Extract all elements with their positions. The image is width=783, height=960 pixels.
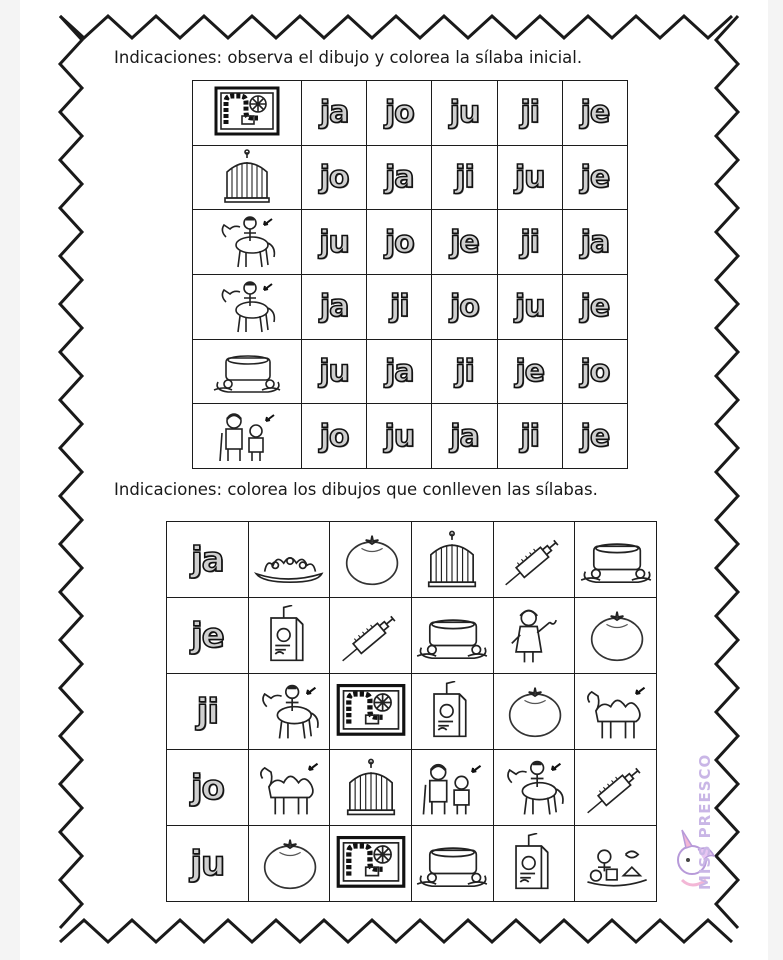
syllable-cell[interactable]	[367, 404, 432, 469]
grandfather-child-icon[interactable]	[193, 404, 302, 469]
syllable-cell[interactable]	[432, 339, 497, 404]
gardener-icon[interactable]	[493, 598, 575, 674]
syllable-text: ji	[389, 289, 409, 325]
syllable-cell[interactable]	[432, 81, 497, 146]
exercise1-row	[193, 81, 628, 146]
syllable-text: ji	[520, 224, 539, 260]
exercise1-row	[193, 274, 628, 339]
exercise2-row	[167, 674, 657, 750]
jockey-horse-icon[interactable]	[493, 750, 575, 826]
jockey-horse-icon[interactable]	[193, 210, 302, 275]
camel-icon[interactable]	[575, 674, 657, 750]
syllable-text: je	[580, 289, 610, 325]
exercise2-row	[167, 522, 657, 598]
syllable-cell[interactable]	[562, 274, 627, 339]
syllable-text: ji	[455, 353, 474, 389]
exercise2-table	[166, 521, 657, 902]
syringe-icon[interactable]	[493, 522, 575, 598]
instructions-second: Indicaciones: colorea los dibujos que conlleven las sílabas.	[114, 480, 598, 499]
syringe-icon[interactable]	[575, 750, 657, 826]
syllable-text: ju	[190, 843, 225, 884]
juice-box-icon[interactable]	[248, 598, 330, 674]
tomato-icon[interactable]	[575, 598, 657, 674]
tomato-icon[interactable]	[330, 522, 412, 598]
syllable-text: ja	[385, 353, 414, 389]
grandfather-child-icon[interactable]	[411, 750, 493, 826]
syllable-text: jo	[190, 767, 224, 808]
birdcage-icon[interactable]	[193, 145, 302, 210]
syllable-cell[interactable]	[497, 274, 562, 339]
syllable-text: ji	[520, 95, 539, 131]
syllable-cell[interactable]	[497, 339, 562, 404]
syllable-text: ji	[520, 418, 539, 454]
syllable-header-cell	[167, 750, 249, 826]
board-game-icon[interactable]	[193, 81, 302, 146]
syllable-cell[interactable]	[302, 274, 367, 339]
syllable-cell[interactable]	[432, 210, 497, 275]
syllable-text: ja	[319, 289, 349, 325]
syllable-cell[interactable]	[302, 404, 367, 469]
syllable-cell[interactable]	[367, 81, 432, 146]
syllable-cell[interactable]	[367, 339, 432, 404]
syllable-cell[interactable]	[302, 210, 367, 275]
exercise1-row	[193, 404, 628, 469]
syllable-text: jo	[384, 224, 414, 260]
worksheet-page	[20, 0, 768, 960]
syllable-cell[interactable]	[432, 404, 497, 469]
syllable-cell[interactable]	[367, 145, 432, 210]
syllable-text: ju	[514, 159, 545, 195]
syllable-text: ji	[196, 691, 218, 732]
syllable-cell[interactable]	[497, 404, 562, 469]
syllable-text: ji	[455, 159, 474, 195]
syllable-text: jo	[384, 95, 414, 131]
syllable-text: je	[450, 224, 479, 260]
syllable-text: ju	[384, 418, 415, 454]
tub-icon[interactable]	[193, 339, 302, 404]
syringe-icon[interactable]	[330, 598, 412, 674]
syllable-cell[interactable]	[497, 145, 562, 210]
syllable-text: ja	[191, 539, 224, 580]
exercise1-row	[193, 210, 628, 275]
syllable-text: ju	[319, 353, 349, 389]
syllable-text: je	[515, 353, 544, 389]
syllable-header-cell	[167, 674, 249, 750]
syllable-text: ju	[319, 224, 349, 260]
tub-icon[interactable]	[575, 522, 657, 598]
syllable-cell[interactable]	[562, 210, 627, 275]
syllable-text: jo	[450, 289, 479, 325]
instructions-first: Indicaciones: observa el dibujo y colorea la sílaba inicial.	[114, 48, 583, 67]
zigzag-segment	[60, 16, 732, 38]
logo-text: MISS PREESCO	[696, 753, 714, 890]
exercise1-table	[192, 80, 628, 469]
brand-logo	[668, 740, 722, 900]
jockey-horse-icon[interactable]	[248, 674, 330, 750]
syllable-text: ja	[385, 159, 414, 195]
syllable-header-cell	[167, 598, 249, 674]
syllable-cell[interactable]	[562, 145, 627, 210]
juice-box-icon[interactable]	[411, 674, 493, 750]
syllable-cell[interactable]	[432, 145, 497, 210]
syllable-text: jo	[319, 159, 349, 195]
birdcage-icon[interactable]	[411, 522, 493, 598]
syllable-cell[interactable]	[562, 339, 627, 404]
syllable-cell[interactable]	[432, 274, 497, 339]
syllable-text: ja	[580, 224, 610, 260]
syllable-cell[interactable]	[367, 274, 432, 339]
syllable-cell[interactable]	[562, 404, 627, 469]
birdcage-icon[interactable]	[330, 750, 412, 826]
syllable-header-cell	[167, 826, 249, 902]
tomato-icon[interactable]	[248, 826, 330, 902]
syllable-text: jo	[580, 353, 610, 389]
syllable-header-cell	[167, 522, 249, 598]
syllable-text: je	[190, 615, 224, 656]
tub-icon[interactable]	[411, 826, 493, 902]
syllable-text: ju	[514, 289, 545, 325]
syllable-cell[interactable]	[302, 81, 367, 146]
exercise2-row	[167, 750, 657, 826]
exercise1-row	[193, 145, 628, 210]
exercise1-row	[193, 339, 628, 404]
exercise2-row	[167, 826, 657, 902]
syllable-text: jo	[319, 418, 349, 454]
tub-icon[interactable]	[411, 598, 493, 674]
board-game-icon[interactable]	[330, 674, 412, 750]
syllable-text: je	[580, 418, 610, 454]
syllable-cell[interactable]	[497, 81, 562, 146]
syllable-text: ja	[450, 418, 479, 454]
syllable-cell[interactable]	[302, 339, 367, 404]
exercise2-row	[167, 598, 657, 674]
board-game-icon[interactable]	[330, 826, 412, 902]
syllable-text: je	[580, 95, 610, 131]
tomato-icon[interactable]	[493, 674, 575, 750]
jockey-horse-icon[interactable]	[193, 274, 302, 339]
juice-box-icon[interactable]	[493, 826, 575, 902]
syllable-text: je	[580, 159, 610, 195]
zigzag-segment	[60, 16, 82, 928]
zigzag-segment	[60, 920, 732, 942]
syllable-cell[interactable]	[562, 81, 627, 146]
garden-icon[interactable]	[248, 522, 330, 598]
toys-icon[interactable]	[575, 826, 657, 902]
syllable-text: ju	[449, 95, 480, 131]
syllable-cell[interactable]	[302, 145, 367, 210]
camel-icon[interactable]	[248, 750, 330, 826]
syllable-cell[interactable]	[367, 210, 432, 275]
syllable-cell[interactable]	[497, 210, 562, 275]
syllable-text: ja	[319, 95, 349, 131]
